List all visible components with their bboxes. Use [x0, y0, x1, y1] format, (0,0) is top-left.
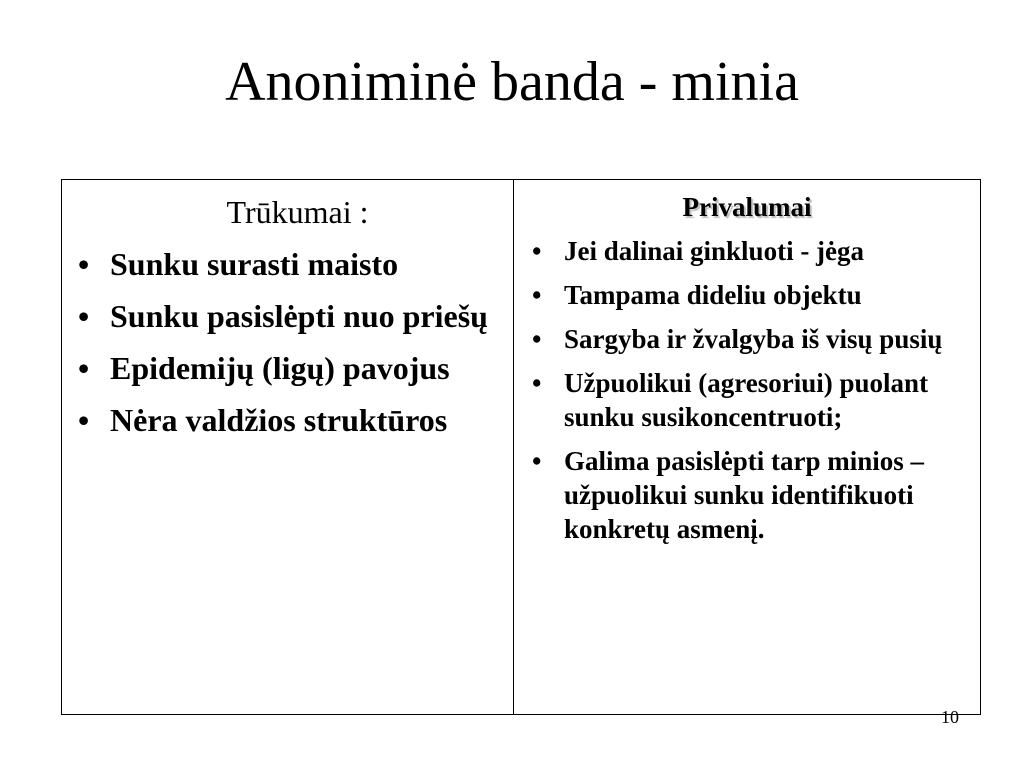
- bullet-icon: •: [78, 402, 90, 438]
- list-item: [524, 322, 970, 356]
- list-item: [74, 348, 503, 388]
- list-item: [74, 244, 503, 284]
- comparison-table: [61, 179, 981, 715]
- slide-title: Anoniminė banda - minia: [225, 51, 799, 113]
- list-item: [524, 278, 970, 312]
- list-item-text: Galima pasislėpti tarp minios – užpuolikui sunku identifikuoti konkretų asmenį.: [564, 446, 925, 544]
- advantages-heading: Privalumai: [682, 192, 812, 222]
- bullet-icon: •: [78, 246, 90, 282]
- list-item: [524, 366, 970, 434]
- list-item: [524, 444, 970, 546]
- list-item-text: Sargyba ir žvalgyba iš visų pusių: [564, 324, 943, 354]
- disadvantages-column: [62, 180, 514, 714]
- list-item: [74, 400, 503, 440]
- list-item-text: Sunku pasislėpti nuo priešų: [110, 298, 488, 334]
- bullet-icon: •: [532, 236, 542, 266]
- advantages-list: [524, 234, 970, 546]
- bullet-icon: •: [78, 298, 90, 334]
- bullet-icon: •: [532, 280, 542, 310]
- disadvantages-heading: Trūkumai :: [226, 194, 369, 230]
- page-number: 10: [941, 707, 959, 727]
- list-item-text: Jei dalinai ginkluoti - jėga: [564, 236, 865, 266]
- bullet-icon: •: [532, 368, 542, 398]
- list-item-text: Epidemijų (ligų) pavojus: [110, 350, 450, 386]
- list-item: [74, 296, 503, 336]
- list-item-text: Tampama dideliu objektu: [564, 280, 862, 310]
- bullet-icon: •: [532, 324, 542, 354]
- list-item-text: Nėra valdžios struktūros: [110, 402, 448, 438]
- list-item: [524, 234, 970, 268]
- bullet-icon: •: [78, 350, 90, 386]
- advantages-column: [514, 180, 980, 714]
- list-item-text: Užpuolikui (agresoriui) puolant sunku susikoncentruoti;: [564, 368, 929, 432]
- bullet-icon: •: [532, 446, 542, 476]
- disadvantages-list: [74, 244, 503, 440]
- list-item-text: Sunku surasti maisto: [110, 246, 399, 282]
